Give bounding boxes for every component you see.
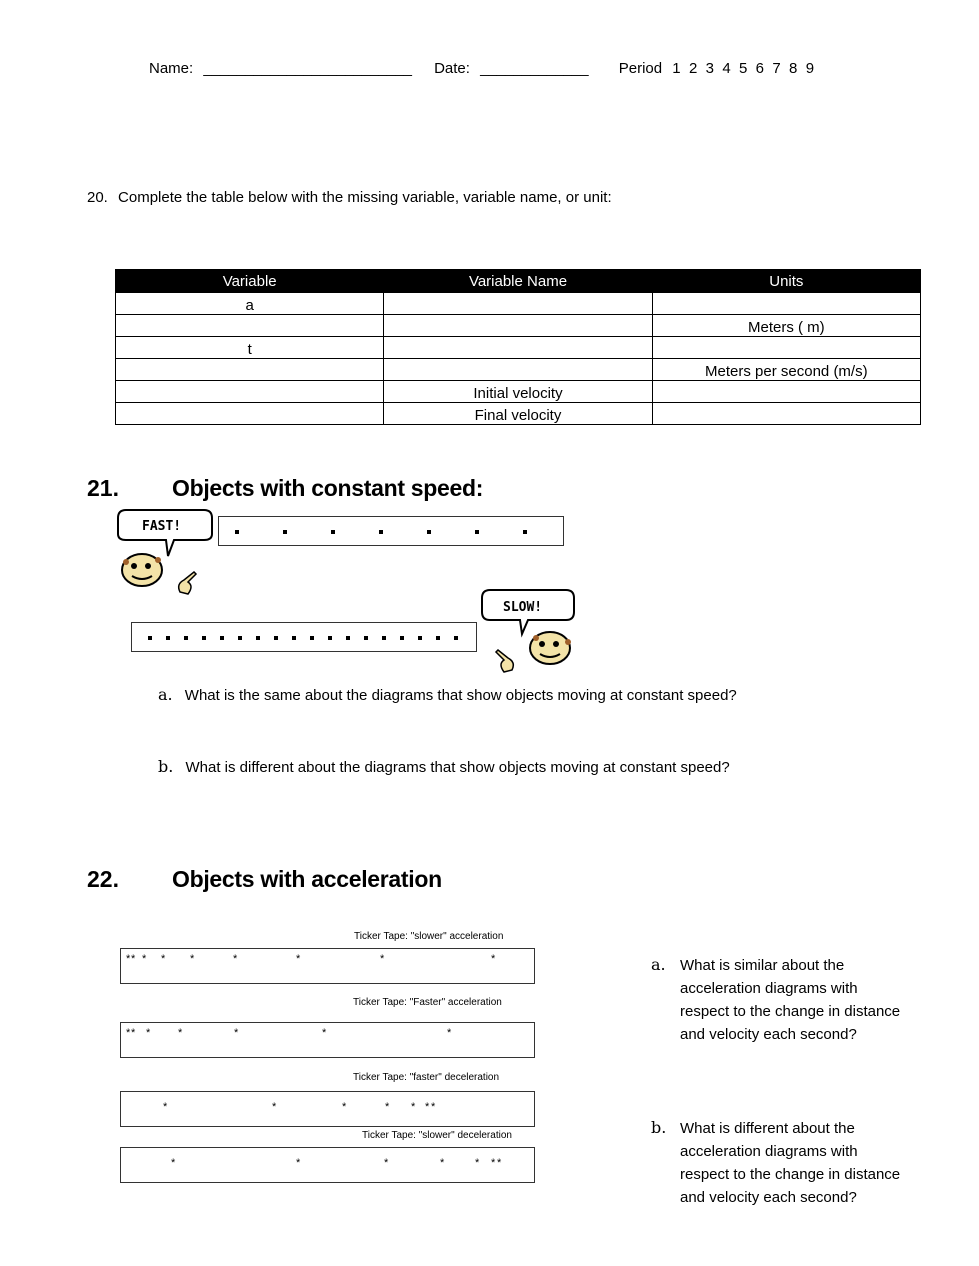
tape-dot (148, 636, 152, 640)
column-header-units: Units (652, 270, 920, 293)
tape-dot (274, 636, 278, 640)
q22-b-line: What is different about the (680, 1120, 855, 1137)
header (149, 60, 814, 77)
slow-bubble-text: SLOW! (503, 600, 543, 615)
tape-star: * (425, 1101, 430, 1113)
tape-label: Ticker Tape: "Faster" acceleration (353, 997, 502, 1008)
table-row (116, 293, 921, 315)
table-cell[interactable]: a (116, 293, 384, 315)
date-label: Date: (434, 60, 470, 77)
tape-star: * (131, 1027, 136, 1039)
q21-a-row (158, 685, 737, 704)
tape-star: * (440, 1157, 445, 1169)
table-cell[interactable] (116, 381, 384, 403)
table-cell[interactable] (652, 403, 920, 425)
table-cell[interactable]: Meters ( m) (652, 315, 920, 337)
tape-star: * (163, 1101, 168, 1113)
tape-star: * (491, 953, 496, 965)
tape-star: * (475, 1157, 480, 1169)
acceleration-ticker-tape (120, 1022, 535, 1058)
q21-b-text: What is different about the diagrams that show objects moving at constant speed? (185, 759, 730, 776)
tape-star: * (296, 1157, 301, 1169)
q22-a-line: and velocity each second? (680, 1026, 857, 1043)
tape-dot (346, 636, 350, 640)
variables-table (115, 269, 921, 425)
fast-ticker-tape (218, 516, 564, 546)
column-header-variable: Variable (116, 270, 384, 293)
table-cell[interactable] (384, 337, 652, 359)
tape-dot (202, 636, 206, 640)
tape-dot (475, 530, 479, 534)
q22-b-line: acceleration diagrams with (680, 1143, 858, 1160)
q22-number: 22. (87, 866, 119, 892)
tape-dot (382, 636, 386, 640)
acceleration-ticker-tape (120, 1091, 535, 1127)
tape-dot (238, 636, 242, 640)
tape-star: * (447, 1027, 452, 1039)
q22-b-line: respect to the change in distance (680, 1166, 901, 1183)
table-cell[interactable] (116, 315, 384, 337)
table-row (116, 403, 921, 425)
table-row (116, 381, 921, 403)
tape-star: * (497, 1157, 502, 1169)
tape-dot (184, 636, 188, 640)
tape-star: * (385, 1101, 390, 1113)
tape-star: * (342, 1101, 347, 1113)
tape-star: * (146, 1027, 151, 1039)
tape-star: * (296, 953, 301, 965)
acceleration-ticker-tape (120, 948, 535, 984)
table-cell[interactable] (652, 381, 920, 403)
tape-star: * (190, 953, 195, 965)
fast-pointing-hand-icon (174, 570, 202, 598)
table-cell[interactable] (652, 337, 920, 359)
tape-star: * (491, 1157, 496, 1169)
tape-dot (418, 636, 422, 640)
name-label: Name: (149, 60, 194, 77)
table-cell[interactable] (384, 359, 652, 381)
table-cell[interactable] (384, 293, 652, 315)
tape-dot (379, 530, 383, 534)
tape-label: Ticker Tape: "slower" acceleration (354, 931, 504, 942)
tape-dot (400, 636, 404, 640)
tape-star: * (322, 1027, 327, 1039)
period-label: Period (618, 60, 663, 77)
table-cell[interactable] (116, 359, 384, 381)
tape-star: * (178, 1027, 183, 1039)
tape-label: Ticker Tape: "slower" deceleration (362, 1130, 512, 1141)
q22-title: Objects with acceleration (172, 866, 442, 892)
q21-a-text: What is the same about the diagrams that show objects moving at constant speed? (184, 687, 737, 704)
tape-star: * (380, 953, 385, 965)
tape-star: * (431, 1101, 436, 1113)
q21-b-letter: b. (158, 757, 174, 776)
tape-dot (328, 636, 332, 640)
table-cell[interactable] (116, 403, 384, 425)
q20-prompt: Complete the table below with the missing variable, variable name, or unit: (118, 189, 612, 206)
q20-prompt-row (87, 189, 612, 206)
tape-dot (454, 636, 458, 640)
q22-a-letter: a. (651, 955, 666, 974)
fast-character-icon (118, 548, 168, 590)
tape-dot (364, 636, 368, 640)
slow-character-icon (526, 628, 576, 670)
table-cell[interactable]: Meters per second (m/s) (652, 359, 920, 381)
tape-dot (292, 636, 296, 640)
tape-dot (235, 530, 239, 534)
tape-star: * (384, 1157, 389, 1169)
tape-star: * (234, 1027, 239, 1039)
q22-b-text (680, 1117, 900, 1209)
q21-title: Objects with constant speed: (172, 475, 484, 501)
tape-star: * (171, 1157, 176, 1169)
q21-a-letter: a. (158, 685, 173, 704)
q22-a-line: acceleration diagrams with (680, 980, 858, 997)
tape-star: * (233, 953, 238, 965)
table-row (116, 359, 921, 381)
table-row (116, 337, 921, 359)
table-cell[interactable]: t (116, 337, 384, 359)
tape-star: * (126, 1027, 131, 1039)
tape-dot (220, 636, 224, 640)
tape-star: * (142, 953, 147, 965)
q21-b-row (158, 757, 730, 776)
table-cell[interactable]: Final velocity (384, 403, 652, 425)
table-header-row (116, 270, 921, 293)
q22-a-text (680, 954, 900, 1046)
table-cell[interactable]: Initial velocity (384, 381, 652, 403)
column-header-variable-name: Variable Name (384, 270, 652, 293)
tape-dot (310, 636, 314, 640)
q22-a-line: What is similar about the (680, 957, 845, 974)
name-field[interactable]: _________________________ (203, 60, 412, 77)
tape-star: * (161, 953, 166, 965)
tape-dot (256, 636, 260, 640)
tape-dot (436, 636, 440, 640)
tape-star: * (272, 1101, 277, 1113)
fast-bubble-text: FAST! (142, 519, 182, 534)
acceleration-ticker-tape (120, 1147, 535, 1183)
q22-a-line: respect to the change in distance (680, 1003, 901, 1020)
period-numbers[interactable]: 1 2 3 4 5 6 7 8 9 (672, 60, 815, 77)
q22-b-letter: b. (651, 1118, 667, 1137)
table-cell[interactable] (652, 293, 920, 315)
tape-star: * (131, 953, 136, 965)
tape-dot (427, 530, 431, 534)
tape-dot (166, 636, 170, 640)
date-field[interactable]: _____________ (480, 60, 589, 77)
slow-pointing-hand-icon (490, 648, 518, 676)
table-cell[interactable] (384, 315, 652, 337)
q21-number: 21. (87, 475, 119, 501)
tape-dot (283, 530, 287, 534)
q22-b-line: and velocity each second? (680, 1189, 857, 1206)
tape-dot (331, 530, 335, 534)
tape-label: Ticker Tape: "faster" deceleration (353, 1072, 500, 1083)
tape-star: * (411, 1101, 416, 1113)
q20-number: 20. (87, 189, 108, 206)
tape-star: * (126, 953, 131, 965)
tape-dot (523, 530, 527, 534)
slow-ticker-tape (131, 622, 477, 652)
table-row (116, 315, 921, 337)
